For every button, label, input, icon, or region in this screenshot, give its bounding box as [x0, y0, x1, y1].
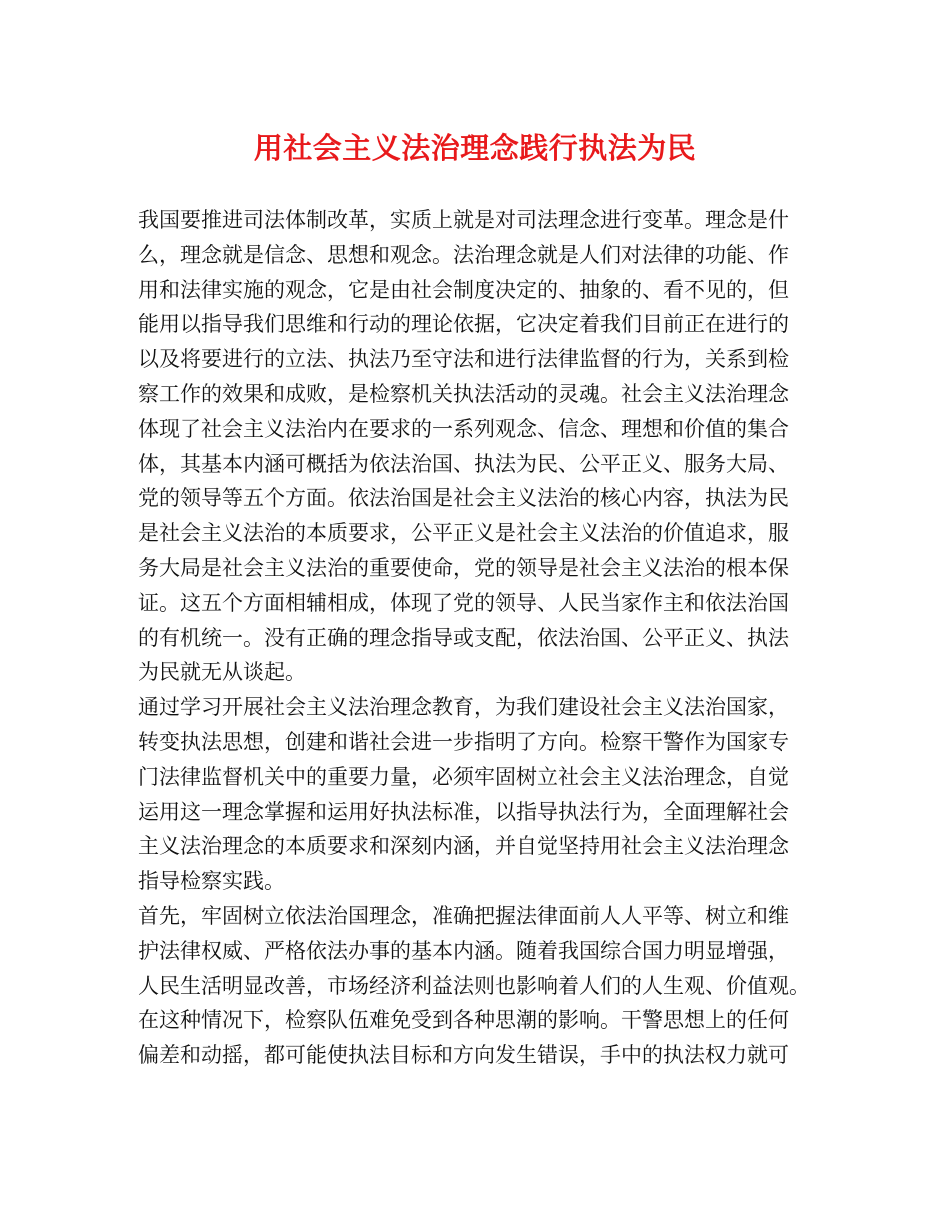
text-line: 务大局是社会主义法治的重要使命，党的领导是社会主义法治的根本保 — [138, 555, 789, 580]
text-line: 通过学习开展社会主义法治理念教育，为我们建设社会主义法治国家， — [138, 695, 789, 720]
document-body — [138, 203, 838, 1073]
text-line: 以及将要进行的立法、执法乃至守法和进行法律监督的行为，关系到检 — [138, 347, 789, 372]
text-line: 么，理念就是信念、思想和观念。法治理念就是人们对法律的功能、作 — [138, 242, 789, 267]
document-title: 用社会主义法治理念践行执法为民 — [253, 131, 697, 165]
text-line: 运用这一理念掌握和运用好执法标准，以指导执法行为，全面理解社会 — [138, 799, 789, 824]
text-line: 是社会主义法治的本质要求，公平正义是社会主义法治的价值追求，服 — [138, 521, 789, 546]
text-line: 证。这五个方面相辅相成，体现了党的领导、人民当家作主和依法治国 — [138, 590, 789, 615]
text-line: 偏差和动摇，都可能使执法目标和方向发生错误，手中的执法权力就可 — [138, 1043, 789, 1068]
text-line: 护法律权威、严格依法办事的基本内涵。随着我国综合国力明显增强， — [138, 938, 789, 963]
text-line: 人民生活明显改善，市场经济利益法则也影响着人们的人生观、价值观。 — [138, 973, 810, 998]
text-line: 体，其基本内涵可概括为依法治国、执法为民、公平正义、服务大局、 — [138, 451, 789, 476]
text-line: 用和法律实施的观念，它是由社会制度决定的、抽象的、看不见的，但 — [138, 277, 789, 302]
text-line: 转变执法思想，创建和谐社会进一步指明了方向。检察干警作为国家专 — [138, 729, 789, 754]
text-line: 门法律监督机关中的重要力量，必须牢固树立社会主义法治理念，自觉 — [138, 764, 789, 789]
text-line: 能用以指导我们思维和行动的理论依据，它决定着我们目前正在进行的 — [138, 312, 789, 337]
text-line: 察工作的效果和成败，是检察机关执法活动的灵魂。社会主义法治理念 — [138, 381, 789, 406]
text-line: 我国要推进司法体制改革，实质上就是对司法理念进行变革。理念是什 — [138, 208, 789, 232]
text-line: 为民就无从谈起。 — [138, 660, 306, 685]
text-line: 主义法治理念的本质要求和深刻内涵，并自觉坚持用社会主义法治理念 — [138, 834, 789, 859]
text-line: 在这种情况下，检察队伍难免受到各种思潮的影响。干警思想上的任何 — [138, 1008, 789, 1033]
text-line: 的有机统一。没有正确的理念指导或支配，依法治国、公平正义、执法 — [138, 625, 789, 650]
text-line: 体现了社会主义法治内在要求的一系列观念、信念、理想和价值的集合 — [138, 416, 789, 441]
text-line: 党的领导等五个方面。依法治国是社会主义法治的核心内容，执法为民 — [138, 486, 789, 511]
text-line: 首先，牢固树立依法治国理念，准确把握法律面前人人平等、树立和维 — [138, 903, 789, 928]
text-line: 指导检察实践。 — [138, 869, 285, 894]
